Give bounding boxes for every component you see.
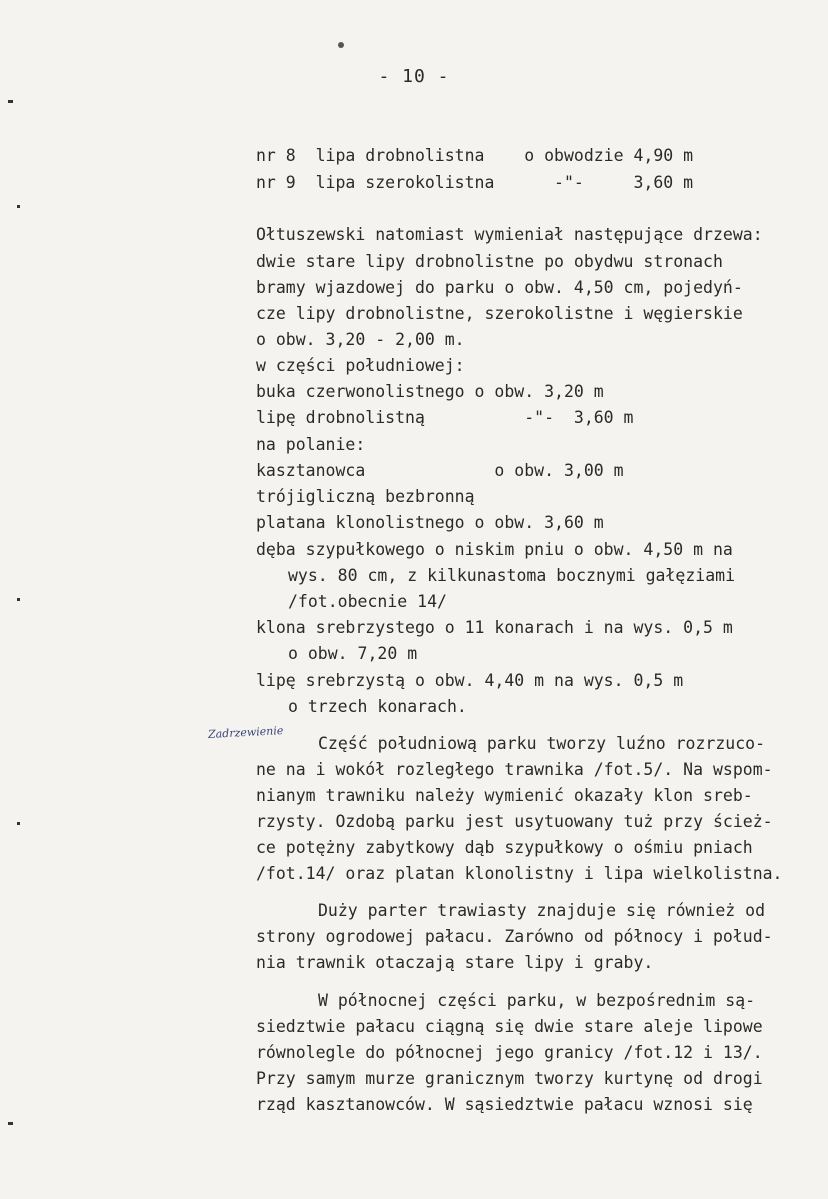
text-line: Duży parter trawiasty znajduje się również od: [318, 901, 766, 920]
text-line: rzysty. Ozdobą parku jest usytuowany tuż przy ścież-: [256, 812, 773, 831]
text-line: ce potężny zabytkowy dąb szypułkowy o ośmiu pniach: [256, 838, 753, 857]
text-line: o trzech konarach.: [288, 697, 467, 716]
text-line: /fot.14/ oraz platan klonolistny i lipa wielkolistna.: [256, 864, 783, 883]
text-line: nia trawnik otaczają stare lipy i graby.: [256, 953, 654, 972]
text-line: w części południowej:: [256, 356, 465, 375]
text-line: platana klonolistnego o obw. 3,60 m: [256, 513, 604, 532]
text-line: nianym trawniku należy wymienić okazały klon sreb-: [256, 786, 753, 805]
text-line: równolegle do północnej jego granicy /fot.12 i 13/.: [256, 1043, 763, 1062]
text-line: bramy wjazdowej do parku o obw. 4,50 cm, pojedyń-: [256, 278, 743, 297]
text-line: dwie stare lipy drobnolistne po obydwu stronach: [256, 252, 723, 271]
page-number: - 10 -: [378, 66, 450, 87]
text-line: Przy samym murze granicznym tworzy kurtynę od drogi: [256, 1069, 763, 1088]
text-line: lipę srebrzystą o obw. 4,40 m na wys. 0,5 m: [256, 671, 684, 690]
margin-mark: [8, 100, 13, 103]
text-line: kasztanowca o obw. 3,00 m: [256, 461, 624, 480]
text-line: W północnej części parku, w bezpośrednim są-: [318, 991, 756, 1010]
text-line: Ołtuszewski natomiast wymieniał następujące drzewa:: [256, 225, 763, 244]
text-line: cze lipy drobnolistne, szerokolistne i węgierskie: [256, 304, 743, 323]
text-line: rząd kasztanowców. W sąsiedztwie pałacu wznosi się: [256, 1095, 753, 1114]
margin-mark: [17, 598, 20, 601]
text-line: ne na i wokół rozległego trawnika /fot.5/. Na wspom-: [256, 760, 773, 779]
margin-mark: [8, 1122, 13, 1125]
text-line: nr 9 lipa szerokolistna -"- 3,60 m: [256, 173, 694, 192]
text-line: nr 8 lipa drobnolistna o obwodzie 4,90 m: [256, 146, 694, 165]
text-line: o obw. 3,20 - 2,00 m.: [256, 330, 465, 349]
text-line: na polanie:: [256, 435, 366, 454]
text-line: trójigliczną bezbronną: [256, 487, 475, 506]
text-line: lipę drobnolistną -"- 3,60 m: [256, 408, 634, 427]
text-line: buka czerwonolistnego o obw. 3,20 m: [256, 382, 604, 401]
margin-mark: [17, 205, 20, 208]
text-line: wys. 80 cm, z kilkunastoma bocznymi gałęziami: [288, 566, 736, 585]
text-line: Część południową parku tworzy luźno rozrzuco-: [318, 734, 766, 753]
ink-dot: [338, 42, 344, 48]
text-line: /fot.obecnie 14/: [288, 592, 447, 611]
text-line: siedztwie pałacu ciągną się dwie stare aleje lipowe: [256, 1017, 763, 1036]
margin-mark: [17, 822, 20, 825]
text-line: klona srebrzystego o 11 konarach i na wys. 0,5 m: [256, 618, 733, 637]
text-line: strony ogrodowej pałacu. Zarówno od północy i połud-: [256, 927, 773, 946]
text-line: o obw. 7,20 m: [288, 644, 418, 663]
text-line: dęba szypułkowego o niskim pniu o obw. 4,50 m na: [256, 540, 733, 559]
handwritten-note: Zadrzewienie: [207, 724, 284, 741]
